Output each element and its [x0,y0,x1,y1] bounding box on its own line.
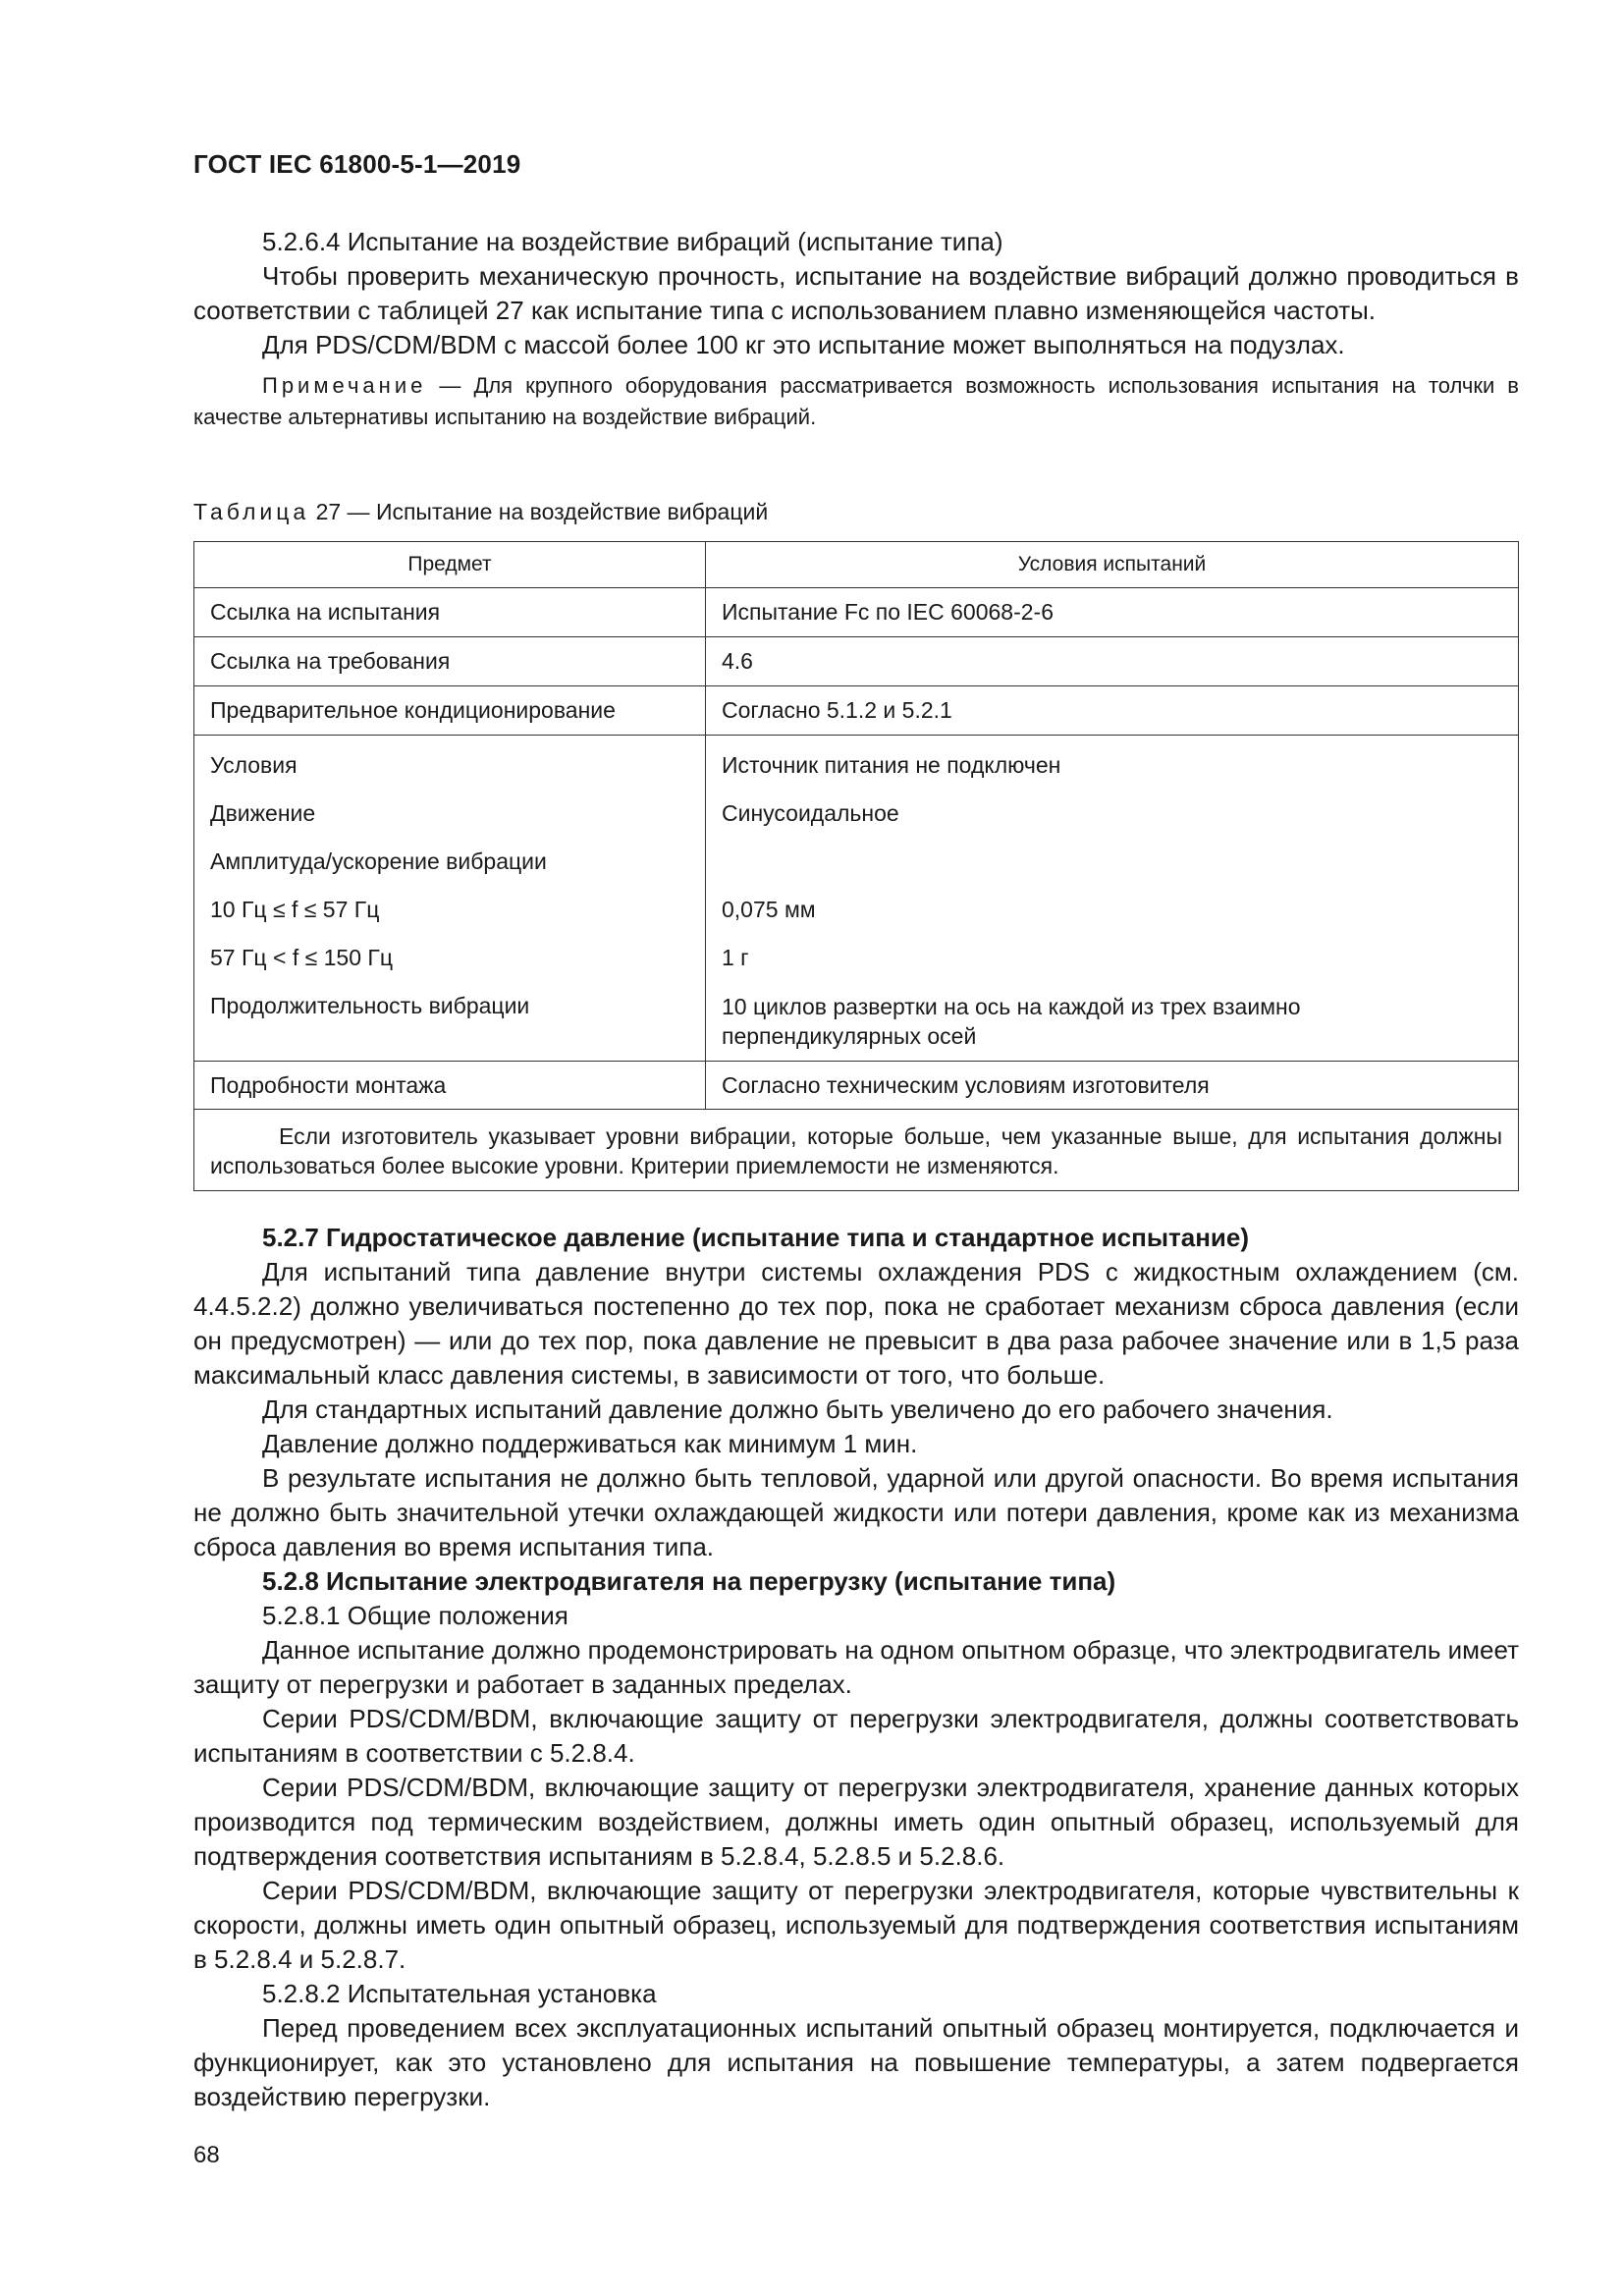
table-row [194,686,1519,736]
table-caption-label: Таблица [193,499,310,524]
table-cell [194,736,706,1062]
condition-label: 10 Гц ≤ f ≤ 57 Гц [210,897,380,922]
section-title: 5.2.6.4 Испытание на воздействие вибраций (испытание типа) [262,227,1003,256]
table-header-conditions: Условия испытаний [706,542,1519,588]
section-527-528 [193,1221,1519,2114]
paragraph: В результате испытания не должно быть тепловой, ударной или другой опасности. Во время испытания не должно быть значительной утечки охлаждающей жидкости или потери давления, кроме как из механизма сброса давления во время испытания типа. [193,1463,1519,1561]
section-title: 5.2.7 Гидростатическое давление (испытание типа и стандартное испытание) [262,1223,1250,1252]
section-title: 5.2.8 Испытание электродвигателя на перегрузку (испытание типа) [262,1566,1116,1596]
table-row-conditions [194,736,1519,1062]
paragraph: Серии PDS/CDM/BDM, включающие защиту от перегрузки электродвигателя, хранение данных которых производится под термическим воздействием, должны иметь один опытный образец, используемый для подтверждения соответствия испытаниям в 5.2.8.4, 5.2.8.5 и 5.2.8.6. [193,1773,1519,1871]
table-caption [193,496,768,527]
condition-value [722,838,1502,886]
subsection-title: 5.2.8.1 Общие положения [262,1601,568,1630]
note-label: Примечание [262,373,427,398]
table-header-subject: Предмет [194,542,706,588]
table-footer-text: Если изготовитель указывает уровни вибрации, которые больше, чем указанные выше, для испытания должны использоваться более высокие уровни. Критерии приемлемости не изменяются. [210,1123,1502,1178]
table-header-row [194,542,1519,588]
note [193,370,1519,433]
condition-value: Синусоидальное [722,800,899,826]
table-cell: 4.6 [706,637,1519,686]
paragraph: Перед проведением всех эксплуатационных испытаний опытный образец монтируется, подключается и функционирует, как это установлено для испытания на повышение температуры, а затем подвергается воздействию перегрузки. [193,2013,1519,2111]
paragraph: Данное испытание должно продемонстрировать на одном опытном образце, что электродвигатель имеет защиту от перегрузки и работает в заданных пределах. [193,1635,1519,1699]
table-cell [706,736,1519,1062]
paragraph: Серии PDS/CDM/BDM, включающие защиту от перегрузки электродвигателя, должны соответствовать испытаниям в соответствии с 5.2.8.4. [193,1704,1519,1768]
paragraph: Для стандартных испытаний давление должно быть увеличено до его рабочего значения. [262,1394,1333,1424]
condition-label: Условия [210,752,298,778]
paragraph: Для PDS/CDM/BDM с массой более 100 кг это испытание может выполняться на подузлах. [262,330,1345,359]
document-header: ГОСТ IEC 61800-5-1—2019 [193,149,521,179]
table-footer-row [194,1110,1519,1191]
table-cell: Подробности монтажа [194,1062,706,1110]
table-cell: Ссылка на испытания [194,588,706,637]
table-cell: Согласно техническим условиям изготовителя [706,1062,1519,1110]
table-cell: Согласно 5.1.2 и 5.2.1 [706,686,1519,736]
condition-label: 57 Гц < f ≤ 150 Гц [210,945,393,970]
condition-label: Амплитуда/ускорение вибрации [210,848,547,874]
paragraph: Серии PDS/CDM/BDM, включающие защиту от перегрузки электродвигателя, которые чувствительны к скорости, должны иметь один опытный образец, используемый для подтверждения соответствия испытаниям в 5.2.8.4 и 5.2.8.7. [193,1876,1519,1974]
paragraph: Давление должно поддерживаться как минимум 1 мин. [262,1429,918,1458]
condition-value: 1 г [722,945,749,970]
note-text: — Для крупного оборудования рассматривается возможность использования испытания на толчки в качестве альтернативы испытанию на воздействие вибраций. [193,373,1519,429]
condition-label: Движение [210,800,316,826]
paragraph: Для испытаний типа давление внутри системы охлаждения PDS с жидкостным охлаждением (см. 4.4.5.2.2) должно увеличиваться постепенно до тех пор, пока не сработает механизм сброса давления (если он предусмотрен) — или до тех пор, пока давление не превысит в два раза рабочее значение или в 1,5 раза максимальный класс давления системы, в зависимости от того, что больше. [193,1257,1519,1390]
table-cell: Ссылка на требования [194,637,706,686]
table-caption-text: 27 — Испытание на воздействие вибраций [309,499,769,524]
vibration-test-table [193,541,1519,1191]
section-5264 [193,225,1519,433]
table-cell: Предварительное кондиционирование [194,686,706,736]
page-number: 68 [193,2142,220,2168]
condition-label: Продолжительность вибрации [210,993,530,1018]
table-row [194,588,1519,637]
table-row [194,637,1519,686]
table-cell: Испытание Fc по IEC 60068-2-6 [706,588,1519,637]
subsection-title: 5.2.8.2 Испытательная установка [262,1979,657,2008]
paragraph: Чтобы проверить механическую прочность, испытание на воздействие вибраций должно проводиться в соответствии с таблицей 27 как испытание типа с использованием плавно изменяющейся частоты. [193,261,1519,325]
condition-value: 0,075 мм [722,897,816,922]
condition-value: 10 циклов развертки на ось на каждой из трех взаимно перпендикулярных осей [722,994,1301,1049]
table-row [194,1062,1519,1110]
table-footer-note [194,1110,1519,1191]
condition-value: Источник питания не подключен [722,752,1061,778]
